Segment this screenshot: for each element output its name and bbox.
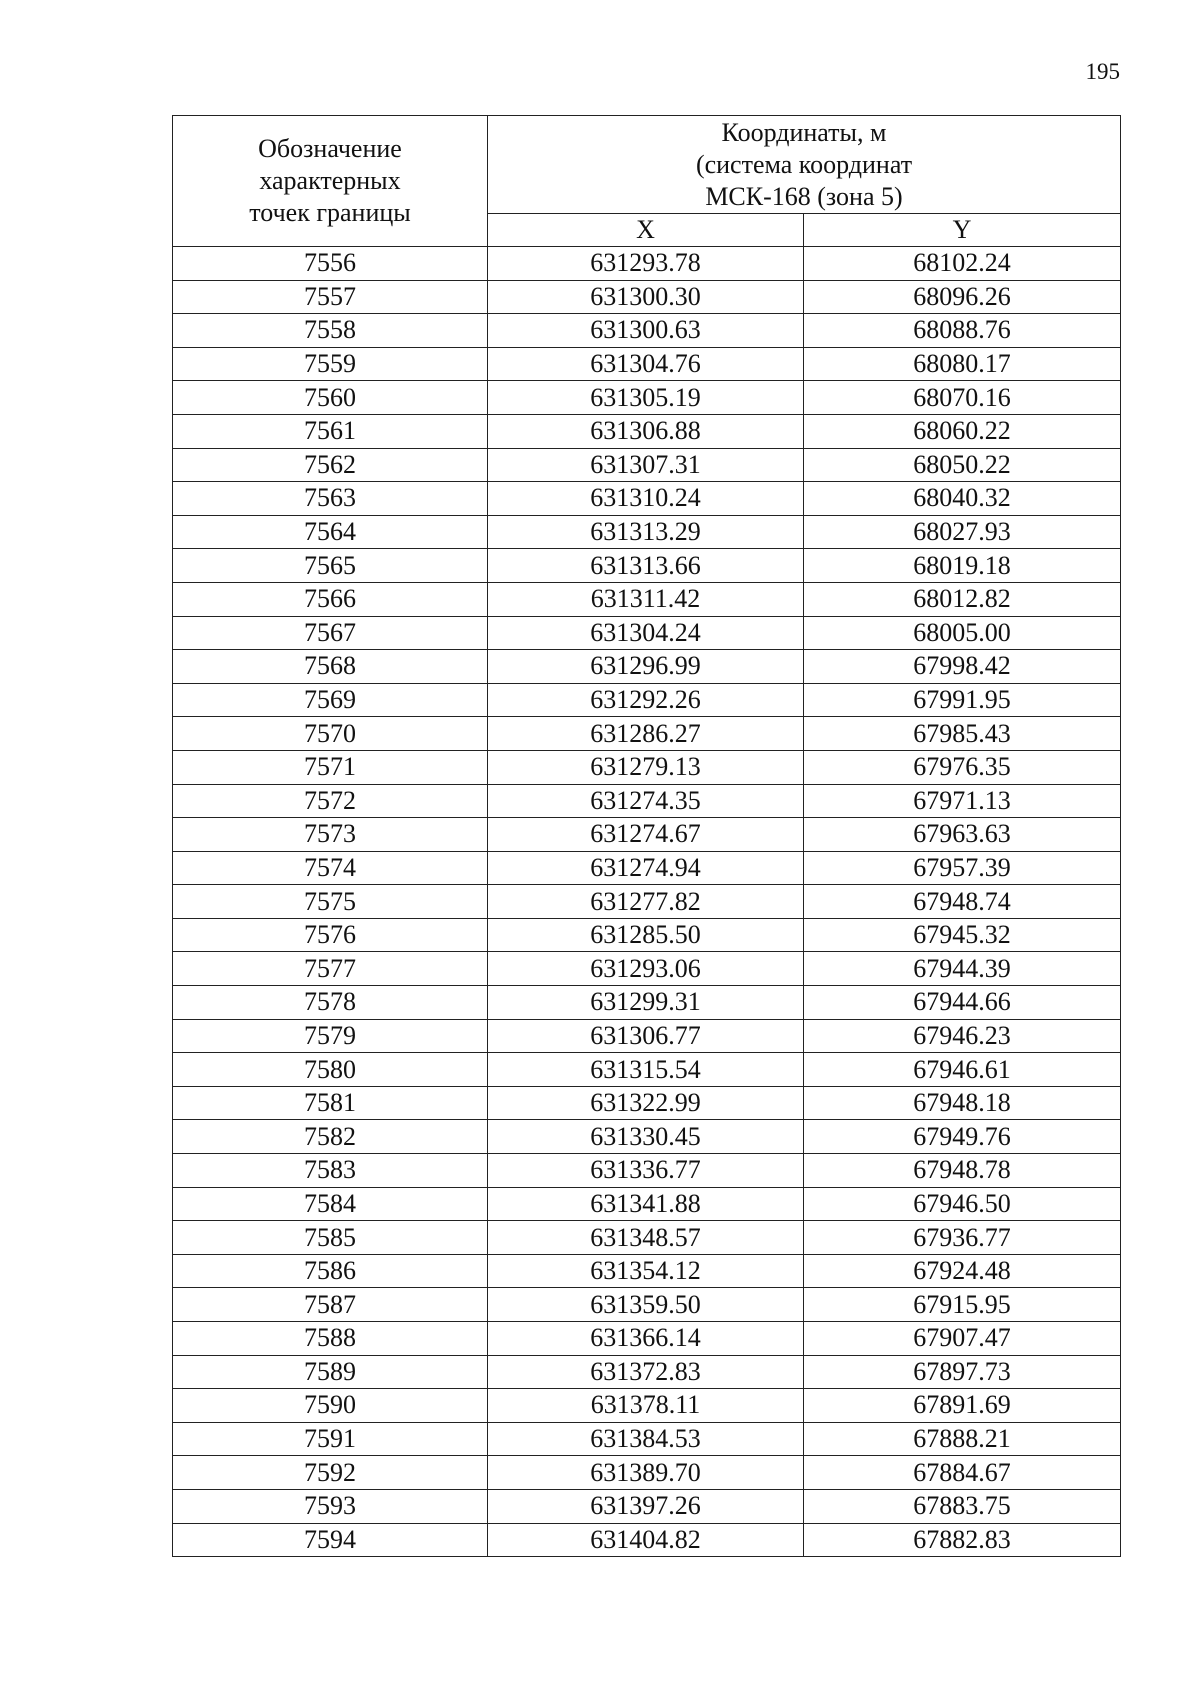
point-cell: 7562 (173, 448, 488, 482)
point-header-line: характерных (259, 166, 401, 195)
table-row (173, 986, 1121, 1020)
point-cell: 7580 (173, 1053, 488, 1087)
x-coordinate-cell: 631296.99 (488, 650, 804, 684)
point-cell: 7565 (173, 549, 488, 583)
point-cell: 7578 (173, 986, 488, 1020)
table-row (173, 582, 1121, 616)
coords-header-line: МСК-168 (зона 5) (705, 181, 903, 211)
point-cell: 7589 (173, 1355, 488, 1389)
point-cell: 7594 (173, 1523, 488, 1557)
x-coordinate-cell: 631277.82 (488, 885, 804, 919)
x-coordinate-cell: 631285.50 (488, 918, 804, 952)
x-coordinate-cell: 631313.66 (488, 549, 804, 583)
table-row (173, 1288, 1121, 1322)
y-coordinate-cell: 67991.95 (804, 683, 1121, 717)
point-header-line: точек границы (249, 198, 411, 227)
x-coordinate-cell: 631310.24 (488, 482, 804, 516)
table-row (173, 1019, 1121, 1053)
y-coordinate-cell: 67948.78 (804, 1154, 1121, 1188)
point-cell: 7575 (173, 885, 488, 919)
table-row (173, 1221, 1121, 1255)
point-cell: 7560 (173, 381, 488, 415)
coordinates-header (488, 116, 1121, 214)
point-cell: 7563 (173, 482, 488, 516)
x-coordinate-cell: 631274.35 (488, 784, 804, 818)
table-row (173, 448, 1121, 482)
point-cell: 7561 (173, 414, 488, 448)
x-coordinate-cell: 631366.14 (488, 1322, 804, 1356)
table-row (173, 482, 1121, 516)
y-coordinate-cell: 67944.39 (804, 952, 1121, 986)
x-coordinate-cell: 631404.82 (488, 1523, 804, 1557)
coords-header-line: (система координат (695, 149, 913, 179)
y-coordinate-cell: 67915.95 (804, 1288, 1121, 1322)
point-cell: 7567 (173, 616, 488, 650)
point-cell: 7570 (173, 717, 488, 751)
table-row (173, 918, 1121, 952)
point-cell: 7566 (173, 582, 488, 616)
x-coordinate-cell: 631292.26 (488, 683, 804, 717)
table-row (173, 1120, 1121, 1154)
table-row (173, 1389, 1121, 1423)
x-coordinate-cell: 631299.31 (488, 986, 804, 1020)
table-row (173, 1086, 1121, 1120)
y-coordinate-cell: 67949.76 (804, 1120, 1121, 1154)
x-coordinate-cell: 631341.88 (488, 1187, 804, 1221)
point-cell: 7558 (173, 314, 488, 348)
y-coordinate-cell: 68005.00 (804, 616, 1121, 650)
table-row (173, 247, 1121, 281)
y-coordinate-cell: 67946.23 (804, 1019, 1121, 1053)
table-row (173, 280, 1121, 314)
y-coordinate-cell: 67936.77 (804, 1221, 1121, 1255)
x-coordinate-cell: 631378.11 (488, 1389, 804, 1423)
x-coordinate-cell: 631274.67 (488, 818, 804, 852)
point-cell: 7569 (173, 683, 488, 717)
y-coordinate-cell: 68096.26 (804, 280, 1121, 314)
table-header (173, 116, 1121, 247)
x-coordinate-cell: 631354.12 (488, 1254, 804, 1288)
point-cell: 7593 (173, 1489, 488, 1523)
point-designation-header (173, 116, 488, 247)
table-body (173, 247, 1121, 1557)
y-coordinate-cell: 67884.67 (804, 1456, 1121, 1490)
x-coordinate-cell: 631274.94 (488, 851, 804, 885)
point-cell: 7573 (173, 818, 488, 852)
y-coordinate-cell: 67897.73 (804, 1355, 1121, 1389)
x-coordinate-cell: 631293.06 (488, 952, 804, 986)
y-coordinate-cell: 67924.48 (804, 1254, 1121, 1288)
table-row (173, 1456, 1121, 1490)
y-coordinate-cell: 67948.18 (804, 1086, 1121, 1120)
point-cell: 7572 (173, 784, 488, 818)
y-coordinate-cell: 68080.17 (804, 347, 1121, 381)
table-row (173, 1187, 1121, 1221)
y-coordinate-cell: 67888.21 (804, 1422, 1121, 1456)
page-number: 195 (1085, 59, 1120, 84)
y-coordinate-cell: 67946.50 (804, 1187, 1121, 1221)
y-coordinate-cell: 68019.18 (804, 549, 1121, 583)
x-column-header: X (488, 214, 804, 247)
table-row (173, 1422, 1121, 1456)
y-coordinate-cell: 68070.16 (804, 381, 1121, 415)
x-coordinate-cell: 631330.45 (488, 1120, 804, 1154)
point-cell: 7559 (173, 347, 488, 381)
point-cell: 7577 (173, 952, 488, 986)
point-cell: 7582 (173, 1120, 488, 1154)
y-coordinate-cell: 67891.69 (804, 1389, 1121, 1423)
point-cell: 7556 (173, 247, 488, 281)
y-coordinate-cell: 67948.74 (804, 885, 1121, 919)
x-coordinate-cell: 631313.29 (488, 515, 804, 549)
y-coordinate-cell: 67971.13 (804, 784, 1121, 818)
x-coordinate-cell: 631389.70 (488, 1456, 804, 1490)
table-row (173, 952, 1121, 986)
x-coordinate-cell: 631311.42 (488, 582, 804, 616)
x-coordinate-cell: 631306.88 (488, 414, 804, 448)
x-coordinate-cell: 631359.50 (488, 1288, 804, 1322)
point-cell: 7557 (173, 280, 488, 314)
x-coordinate-cell: 631306.77 (488, 1019, 804, 1053)
table-row (173, 1489, 1121, 1523)
table-row (173, 750, 1121, 784)
y-coordinate-cell: 68102.24 (804, 247, 1121, 281)
table-row (173, 717, 1121, 751)
y-coordinate-cell: 67946.61 (804, 1053, 1121, 1087)
x-coordinate-cell: 631307.31 (488, 448, 804, 482)
table-row (173, 1053, 1121, 1087)
y-coordinate-cell: 67957.39 (804, 851, 1121, 885)
table-row (173, 515, 1121, 549)
x-coordinate-cell: 631315.54 (488, 1053, 804, 1087)
table-row (173, 414, 1121, 448)
point-cell: 7585 (173, 1221, 488, 1255)
table-row (173, 1154, 1121, 1188)
point-cell: 7574 (173, 851, 488, 885)
table-row (173, 549, 1121, 583)
point-cell: 7576 (173, 918, 488, 952)
point-cell: 7579 (173, 1019, 488, 1053)
table-row (173, 818, 1121, 852)
point-cell: 7581 (173, 1086, 488, 1120)
table-row (173, 1523, 1121, 1557)
table-row (173, 784, 1121, 818)
x-coordinate-cell: 631279.13 (488, 750, 804, 784)
x-coordinate-cell: 631305.19 (488, 381, 804, 415)
point-cell: 7591 (173, 1422, 488, 1456)
y-coordinate-cell: 67907.47 (804, 1322, 1121, 1356)
point-cell: 7588 (173, 1322, 488, 1356)
x-coordinate-cell: 631293.78 (488, 247, 804, 281)
table-row (173, 851, 1121, 885)
y-coordinate-cell: 67882.83 (804, 1523, 1121, 1557)
x-coordinate-cell: 631322.99 (488, 1086, 804, 1120)
y-coordinate-cell: 67985.43 (804, 717, 1121, 751)
y-coordinate-cell: 68050.22 (804, 448, 1121, 482)
point-cell: 7587 (173, 1288, 488, 1322)
x-coordinate-cell: 631286.27 (488, 717, 804, 751)
x-coordinate-cell: 631397.26 (488, 1489, 804, 1523)
y-coordinate-cell: 68012.82 (804, 582, 1121, 616)
x-coordinate-cell: 631372.83 (488, 1355, 804, 1389)
x-coordinate-cell: 631300.63 (488, 314, 804, 348)
table-row (173, 1322, 1121, 1356)
point-header-line: Обозначение (258, 134, 402, 163)
x-coordinate-cell: 631304.76 (488, 347, 804, 381)
coords-header-line: Координаты, м (721, 117, 887, 147)
y-coordinate-cell: 68040.32 (804, 482, 1121, 516)
y-coordinate-cell: 68060.22 (804, 414, 1121, 448)
table-row (173, 650, 1121, 684)
x-coordinate-cell: 631348.57 (488, 1221, 804, 1255)
y-coordinate-cell: 67883.75 (804, 1489, 1121, 1523)
point-cell: 7583 (173, 1154, 488, 1188)
table-row (173, 314, 1121, 348)
table-row (173, 347, 1121, 381)
x-coordinate-cell: 631300.30 (488, 280, 804, 314)
y-column-header: Y (804, 214, 1121, 247)
y-coordinate-cell: 67976.35 (804, 750, 1121, 784)
x-coordinate-cell: 631336.77 (488, 1154, 804, 1188)
point-cell: 7592 (173, 1456, 488, 1490)
y-coordinate-cell: 67963.63 (804, 818, 1121, 852)
y-coordinate-cell: 68027.93 (804, 515, 1121, 549)
table-row (173, 683, 1121, 717)
y-coordinate-cell: 67944.66 (804, 986, 1121, 1020)
point-cell: 7586 (173, 1254, 488, 1288)
point-cell: 7568 (173, 650, 488, 684)
point-cell: 7571 (173, 750, 488, 784)
x-coordinate-cell: 631384.53 (488, 1422, 804, 1456)
y-coordinate-cell: 67998.42 (804, 650, 1121, 684)
table-row (173, 885, 1121, 919)
point-cell: 7564 (173, 515, 488, 549)
table-row (173, 616, 1121, 650)
point-cell: 7584 (173, 1187, 488, 1221)
y-coordinate-cell: 67945.32 (804, 918, 1121, 952)
point-cell: 7590 (173, 1389, 488, 1423)
table-row (173, 1355, 1121, 1389)
y-coordinate-cell: 68088.76 (804, 314, 1121, 348)
table-row (173, 1254, 1121, 1288)
x-coordinate-cell: 631304.24 (488, 616, 804, 650)
table-row (173, 381, 1121, 415)
coordinates-table (172, 115, 1121, 1557)
